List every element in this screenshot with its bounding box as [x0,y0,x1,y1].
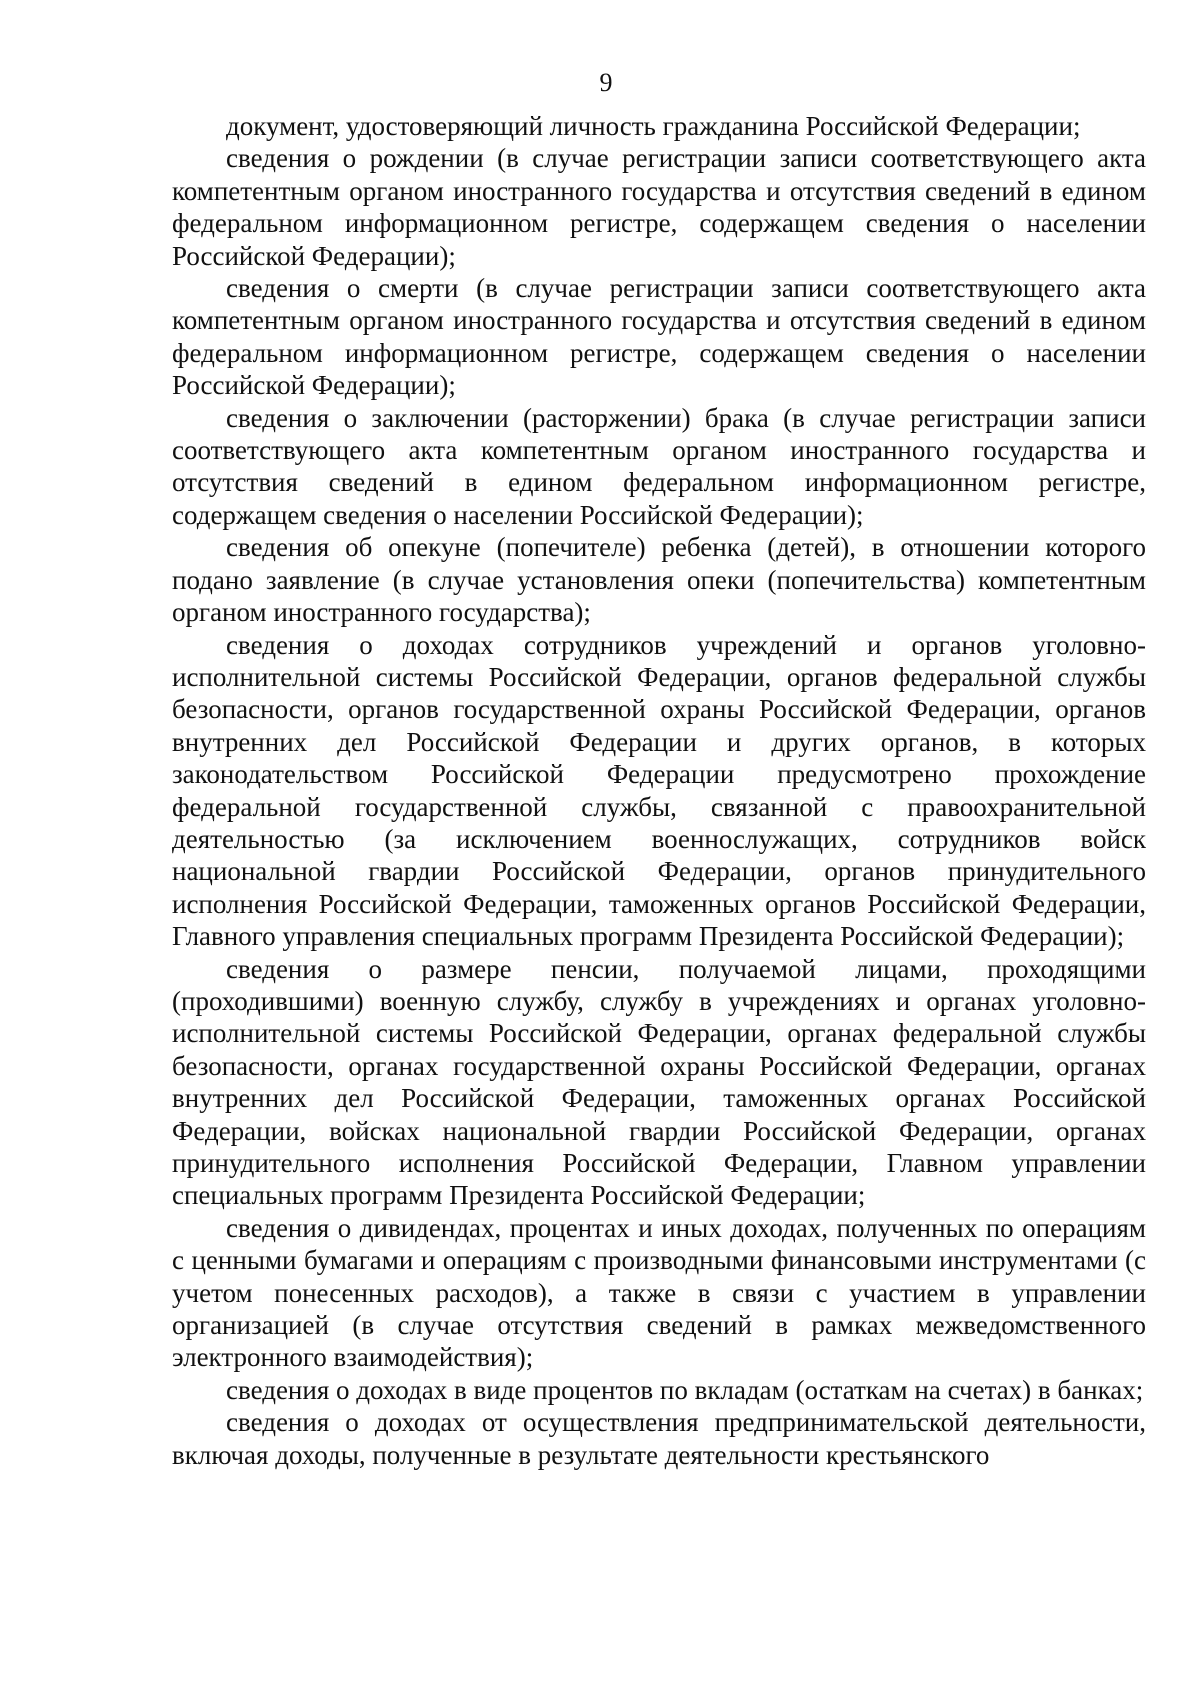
paragraph-securities-income: сведения о дивидендах, процентах и иных доходах, полученных по операциям с ценными бумагами и операциям с производными финансовыми инструментами (с учетом понесенных расходов), а также в связи с участием в управлении организацией (в случае отсутствия сведений в рамках межведомственного электронного взаимодействия); [172,1212,1146,1373]
paragraph-business-income: сведения о доходах от осуществления предпринимательской деятельности, включая доходы, полученные в результате деятельности крестьянского [172,1407,1146,1470]
paragraph-guardian-info: сведения об опекуне (попечителе) ребенка (детей), в отношении которого подано заявление (в случае установления опеки (попечительства) компетентным органом иностранного государства); [172,532,1146,628]
paragraph-identity-document: документ, удостоверяющий личность гражданина Российской Федерации; [226,111,1081,141]
page-number: 9 [599,68,613,97]
document-body [172,110,1146,1471]
paragraph-death-info: сведения о смерти (в случае регистрации записи соответствующего акта компетентным органом иностранного государства и отсутствия сведений в едином федеральном информационном регистре, содержащем сведения о населении Российской Федерации); [172,273,1146,401]
paragraph-birth-info: сведения о рождении (в случае регистрации записи соответствующего акта компетентным органом иностранного государства и отсутствия сведений в едином федеральном информационном регистре, содержащем сведения о населении Российской Федерации); [172,143,1146,271]
paragraph-deposit-interest: сведения о доходах в виде процентов по вкладам (остаткам на счетах) в банках; [226,1374,1144,1405]
paragraph-pension-info: сведения о размере пенсии, получаемой лицами, проходящими (проходившими) военную службу, службу в учреждениях и органах уголовно-исполнительной системы Российской Федерации, органах федеральной службы безопасности, органах государственной охраны Российской Федерации, органах внутренних дел Российской Федерации, таможенных органах Российской Федерации, войсках национальной гвардии Российской Федерации, органах принудительного исполнения Российской Федерации, Главном управлении специальных программ Президента Российской Федерации; [172,953,1146,1211]
paragraph-employee-income: сведения о доходах сотрудников учреждений и органов уголовно-исполнительной системы Российской Федерации, органов федеральной службы безопасности, органов государственной охраны Российской Федерации, органов внутренних дел Российской Федерации и других органов, в которых законодательством Российской Федерации предусмотрено прохождение федеральной государственной службы, связанной с правоохранительной деятельностью (за исключением военнослужащих, сотрудников войск национальной гвардии Российской Федерации, органов принудительного исполнения Российской Федерации, таможенных органов Российской Федерации, Главного управления специальных программ Президента Российской Федерации); [172,629,1146,952]
paragraph-marriage-info: сведения о заключении (расторжении) брака (в случае регистрации записи соответствующего акта компетентным органом иностранного государства и отсутствия сведений в едином федеральном информационном регистре, содержащем сведения о населении Российской Федерации); [172,402,1146,530]
